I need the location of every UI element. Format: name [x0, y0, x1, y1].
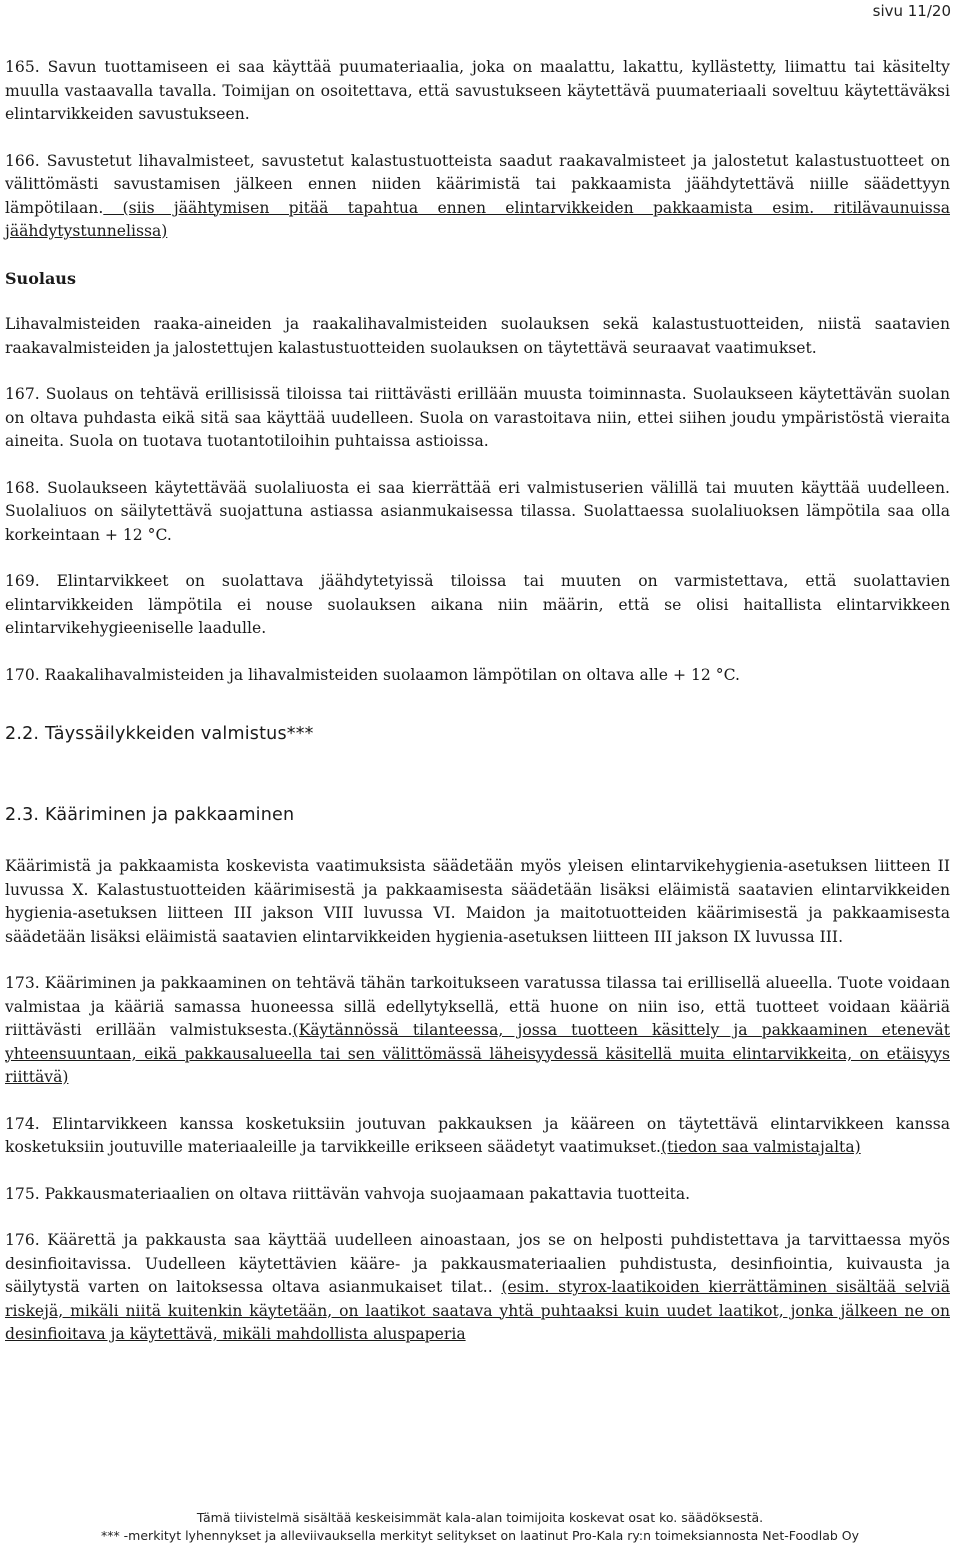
paragraph-176-text: 176. Käärettä ja pakkausta saa käyttää uudelleen ainoastaan, jos se on helposti puhdistettava ja tarvittaessa myös desinfioitavissa. Uudelleen käytettävien kääre- ja pakkausmateriaalien puhdistusta, desinfiointia, kuivausta ja säilytystä varten on laitoksessa oltava asianmukaiset tilat.. [5, 1231, 950, 1296]
paragraph-174 [5, 1113, 950, 1160]
footer-line-1: Tämä tiivistelmä sisältää keskeisimmät kala-alan toimijoita koskevat osat ko. säädöksestä. [196, 1510, 764, 1525]
paragraph-169: 169. Elintarvikkeet on suolattava jäähdytetyissä tiloissa tai muuten on varmistettava, että suolattavien elintarvikkeiden lämpötila ei nouse suolauksen aikana niin määrin, että se olisi haitallista elintarvikkeen elintarvikehygieeniselle laadulle. [5, 572, 950, 637]
paragraph-176 [5, 1229, 950, 1347]
paragraph-kaariminen-intro: Käärimistä ja pakkaamista koskevista vaatimuksista säädetään myös yleisen elintarvikehygienia-asetuksen liitteen II luvussa X. Kalastustuotteiden käärimisestä ja pakkaamisesta säädetään lisäksi eläimistä saatavien elintarvikkeiden hygienia-asetuksen liitteen III jakson VIII luvussa VI. Maidon ja maitotuotteiden käärimisestä ja pakkaamisesta säädetään lisäksi eläimistä saatavien elintarvikkeiden hygienia-asetuksen liitteen III jakson IX luvussa III. [5, 857, 950, 946]
paragraph-suolaus-intro: Lihavalmisteiden raaka-aineiden ja raakalihavalmisteiden suolauksen sekä kalastustuotteiden, niistä saatavien raakavalmisteiden ja jalostettujen kalastustuotteiden suolauksen on täytettävä seuraavat vaatimukset. [5, 315, 950, 357]
section-heading-2-2: 2.2. Täyssäilykkeiden valmistus*** [5, 724, 314, 744]
document-body [5, 56, 950, 1370]
paragraph-165: 165. Savun tuottamiseen ei saa käyttää puumateriaalia, joka on maalattu, lakattu, kyllästetty, liimattu tai käsitelty muulla vastaavalla tavalla. Toimijan on osoitettava, että savustukseen käytettävä puumateriaali soveltuu käytettäväksi elintarvikkeiden savustukseen. [5, 58, 950, 123]
paragraph-173-text: 173. Kääriminen ja pakkaaminen on tehtävä tähän tarkoitukseen varatussa tilassa tai erillisellä alueella. Tuote voidaan valmistaa ja kääriä samassa huoneessa sillä edellytyksellä, että huone on niin iso, että tuotteet voidaan kääriä riittävästi erillään valmistuksesta. [5, 974, 950, 1039]
paragraph-173-note: (Käytännössä tilanteessa, jossa tuotteen käsittely ja pakkaaminen etenevät yhteensuuntaan, eikä pakkausalueella tai sen välittömässä läheisyydessä käsitellä muita elintarvikkeita, on etäisyys riittävä) [5, 1021, 950, 1086]
footer-line-2: *** -merkityt lyhennykset ja alleviivauksella merkityt selitykset on laatinut Pro-Kala ry:n toimeksiannosta Net-Foodlab Oy [100, 1528, 860, 1543]
section-heading-2-3: 2.3. Kääriminen ja pakkaaminen [5, 804, 295, 825]
page-number: sivu 11/20 [872, 2, 951, 20]
paragraph-166 [5, 150, 950, 244]
paragraph-170: 170. Raakalihavalmisteiden ja lihavalmisteiden suolaamon lämpötilan on oltava alle + 12 °C. [5, 665, 740, 684]
paragraph-174-text: 174. Elintarvikkeen kanssa kosketuksiin joutuvan pakkauksen ja kääreen on täytettävä elintarvikkeen kanssa kosketuksiin joutuville materiaaleille ja tarvikkeille erikseen säädetyt vaatimukset. [5, 1114, 950, 1156]
paragraph-167: 167. Suolaus on tehtävä erillisissä tiloissa tai riittävästi erillään muusta toiminnasta. Suolaukseen käytettävän suolan on oltava puhdasta eikä sitä saa käyttää uudelleen. Suola on varastoitava niin, ettei siihen joudu ympäristöstä vieraita aineita. Suola on tuotava tuotantotiloihin puhtaissa astioissa. [5, 385, 950, 450]
paragraph-173 [5, 972, 950, 1090]
paragraph-166-text: 166. Savustetut lihavalmisteet, savustetut kalastustuotteista saadut raakavalmisteet ja jalostetut kalastustuotteet on välittömästi savustamisen jälkeen ennen niiden käärimistä tai pakkaamista jäähdytettävä niille säädettyyn lämpötilaan. [5, 151, 950, 217]
paragraph-166-note: (siis jäähtymisen pitää tapahtua ennen elintarvikkeiden pakkaamista esim. ritilävaunuissa jäähdytystunnelissa) [5, 198, 950, 240]
paragraph-176-note: (esim. styrox-laatikoiden kierrättäminen sisältää selviä riskejä, mikäli niitä kuitenkin käytetään, on laatikot saatava yhtä puhtaaksi kuin uudet laatikot, jonka jälkeen ne on desinfioitava ja käytettävä, mikäli mahdollista aluspaperia [5, 1278, 950, 1343]
heading-suolaus: Suolaus [5, 268, 76, 288]
paragraph-174-note: (tiedon saa valmistajalta) [661, 1138, 861, 1156]
paragraph-175: 175. Pakkausmateriaalien on oltava riittävän vahvoja suojaamaan pakattavia tuotteita. [5, 1184, 691, 1203]
paragraph-168: 168. Suolaukseen käytettävää suolaliuosta ei saa kierrättää eri valmistuserien välillä tai muuten käyttää uudelleen. Suolaliuos on säilytettävä suojattuna astiassa asianmukaisessa tilassa. Suolattaessa suolaliuoksen lämpötila saa olla korkeintaan + 12 °C. [5, 478, 950, 544]
